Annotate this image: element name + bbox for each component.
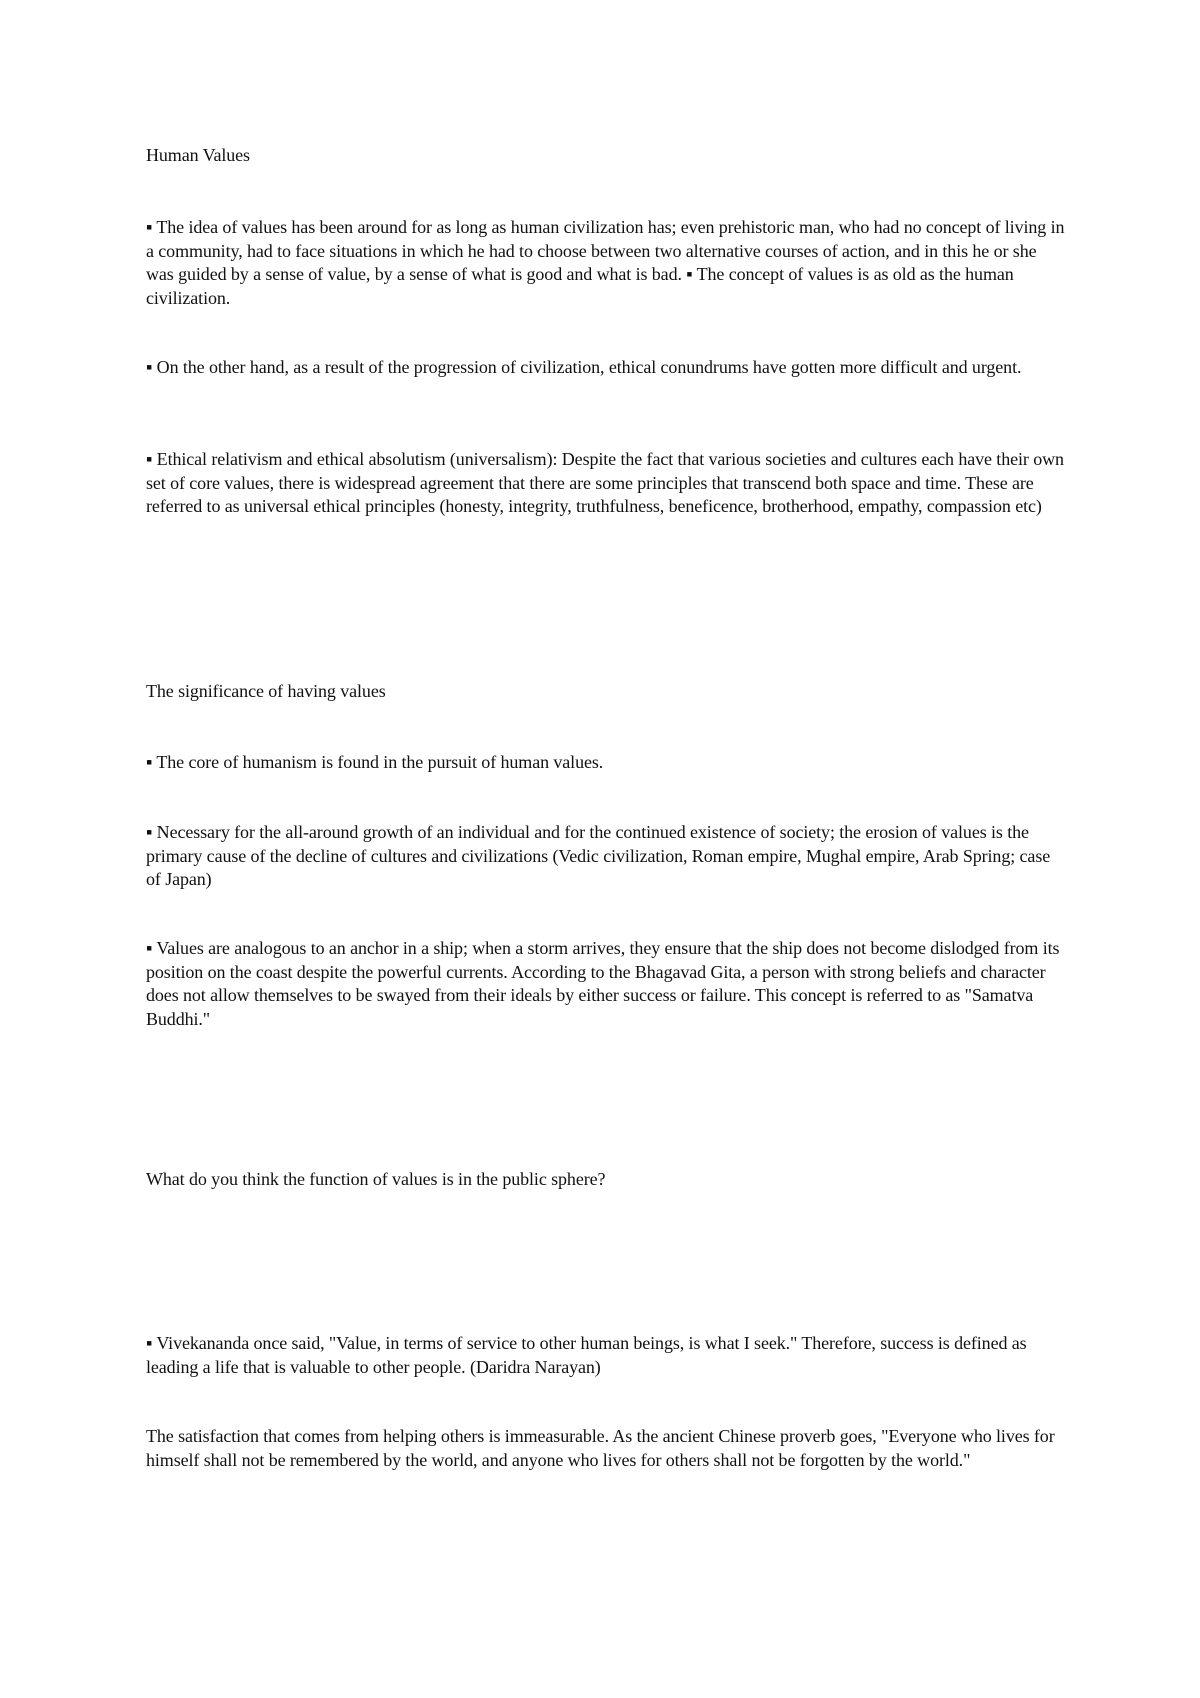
paragraph-anchor-analogy: ▪ Values are analogous to an anchor in a ship; when a storm arrives, they ensure that the ship does not become dislodged from its position on the coast despite the powerful currents. According to the Bhagavad Gita, a person with strong beliefs and character does not allow themselves to be swayed from their ideals by either success or failure. This concept is referred to as "Samatva Buddhi." [146,938,1060,1029]
paragraph-necessity-of-values: ▪ Necessary for the all-around growth of an individual and for the continued existence of society; the erosion of values is the primary cause of the decline of cultures and civilizations (Vedic civilization, Roman empire, Mughal empire, Arab Spring; case of Japan) [146,822,1051,889]
heading-function-of-values: What do you think the function of values is in the public sphere? [146,1169,606,1189]
paragraph-origin-of-values: ▪ The idea of values has been around for as long as human civilization has; even prehistoric man, who had no concept of living in a community, had to face situations in which he had to choose between two alternative courses of action, and in this he or she was guided by a sense of value, by a sense of what is good and what is bad. ▪ The concept of values is as old as the human civilization. [146,217,1065,308]
heading-human-values: Human Values [146,145,250,165]
paragraph-ethical-relativism: ▪ Ethical relativism and ethical absolutism (universalism): Despite the fact that various societies and cultures each have their own set of core values, there is widespread agreement that there are some principles that transcend both space and time. These are referred to as universal ethical principles (honesty, integrity, truthfulness, beneficence, brotherhood, empathy, compassion etc) [146,449,1064,516]
heading-significance-of-values: The significance of having values [146,681,386,701]
paragraph-ethical-conundrums: ▪ On the other hand, as a result of the progression of civilization, ethical conundrums have gotten more difficult and urgent. [146,357,1022,377]
paragraph-core-of-humanism: ▪ The core of humanism is found in the pursuit of human values. [146,752,604,772]
paragraph-vivekananda-quote: ▪ Vivekananda once said, "Value, in terms of service to other human beings, is what I seek." Therefore, success is defined as leading a life that is valuable to other people. (Daridra Narayan) [146,1333,1027,1377]
paragraph-chinese-proverb: The satisfaction that comes from helping others is immeasurable. As the ancient Chinese proverb goes, "Everyone who lives for himself shall not be remembered by the world, and anyone who lives for others shall not be forgotten by the world." [146,1426,1055,1470]
